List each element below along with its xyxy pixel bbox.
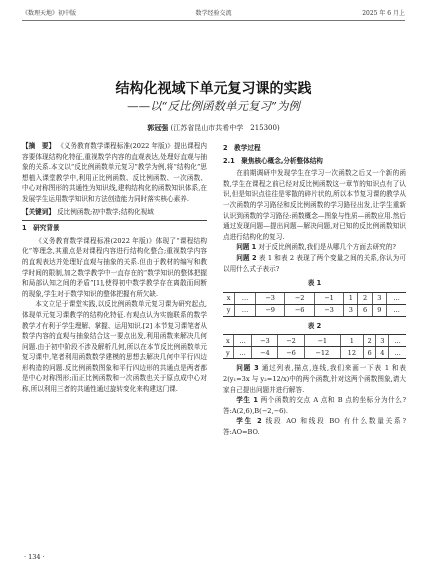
table-cell: 2 xyxy=(363,335,376,347)
table-cell: −1 xyxy=(314,292,343,304)
table-2-row-x xyxy=(223,335,406,347)
table-cell: x xyxy=(223,292,235,304)
table-cell: −3 xyxy=(252,335,278,347)
table-cell: … xyxy=(235,292,256,304)
right-column xyxy=(223,141,406,437)
author-name: 郭冠强 xyxy=(147,124,169,132)
question-3 xyxy=(223,363,406,395)
table-2 xyxy=(223,334,406,359)
student-1-label: 学生 1 xyxy=(236,396,258,405)
table-cell: 6 xyxy=(358,304,372,316)
student-2-label: 学生 2 xyxy=(236,417,262,426)
table-cell: −6 xyxy=(285,304,314,316)
student-2-text: 线段 AO 和线段 BO 有什么数量关系?答:AO=BO. xyxy=(223,417,406,436)
page-number: · 134 · xyxy=(24,553,45,561)
section-name: 数学经验交流 xyxy=(195,10,232,17)
section-1-paragraph-2: 本文立足于课堂实践,以反比例函数单元复习课为研究起点,体现单元复习课教学的结构化特征.有观点认为实施联系的数学教学才有利于学生理解、掌握、运用知识.[2] 本节复习课笔者从数学内容的直观与抽象结合这一要点出发,利用函数来解决几何问题.由于初中阶段不涉及解析几何,所以在本节反比例函数单元复习课中,笔者利用函数数学建模的思想去解决几何中平行四边形构造的问题.反比例函数图象和平行四边形的共通点是两者都是中心对称图形;而正比例函数和一次函数也关于原点成中心对称,所以利用三者的共通性通过旋转变化来构建这门课. xyxy=(22,300,207,394)
table-cell: −2 xyxy=(285,292,314,304)
table-cell: … xyxy=(386,292,406,304)
table-cell: 3 xyxy=(376,335,389,347)
author-line xyxy=(0,123,427,133)
keywords-label: 【关键词】 xyxy=(22,207,55,216)
question-2 xyxy=(223,253,406,274)
table-1-caption: 表 1 xyxy=(307,279,322,288)
abstract-text: 《义务教育数学课程标准(2022 年版)》提出课程内容要体现结构化特征,重视数学内容的直观表达,处理好直观与抽象的关系.本文以“反比例函数单元复习”教学为例,将“结构化”思想植入课堂教学中,利用正比例函数、反比例函数、一次函数、中心对称图形的共通性为知识线,建构结构化的函数知识体系,在发展学生运用数学知识和方法创造能力同时落实核心素养. xyxy=(22,142,207,203)
article-title: 结构化视域下单元复习课的实践 xyxy=(115,81,312,97)
table-cell: −12 xyxy=(304,347,340,359)
table-2-row-y xyxy=(223,347,406,359)
section-2-heading: 2 教学过程 xyxy=(223,144,261,152)
abstract xyxy=(22,141,207,205)
keywords xyxy=(22,207,207,218)
section-1-paragraph-1: 《义务教育数学课程标准(2022 年版)》体现了“课程结构化”等理念,其重点是对课程内容进行结构化整合;重视数学内容的直观表达并处理好直观与抽象的关系.但由于教材的编写和教学时间的限制,加之数学教学中一直存在的“数学知识的整体把握和局部认知之间的矛盾”[1],使得初中数学教学存在离散而间断的现象,学生对于数学知识的整体把握有所欠缺. xyxy=(22,236,207,298)
table-cell: −4 xyxy=(252,347,278,359)
keywords-text: 反比例函数;初中数学;结构化视域 xyxy=(57,207,154,216)
student-1 xyxy=(223,395,406,416)
table-cell: 3 xyxy=(344,304,358,316)
table-cell: −9 xyxy=(255,304,284,316)
table-2-caption: 表 2 xyxy=(307,321,322,330)
table-cell: 12 xyxy=(340,347,363,359)
table-cell: … xyxy=(389,335,406,347)
article-subtitle: ——以“反比例函数单元复习”为例 xyxy=(127,99,300,113)
question-3-label: 问题 3 xyxy=(236,364,259,373)
table-cell: −6 xyxy=(278,347,304,359)
left-column xyxy=(22,141,207,395)
table-cell: … xyxy=(233,347,252,359)
question-1 xyxy=(223,242,406,253)
table-cell: 9 xyxy=(372,304,386,316)
student-2 xyxy=(223,416,406,437)
table-cell: −2 xyxy=(278,335,304,347)
table-cell: 6 xyxy=(363,347,376,359)
question-3-text: 通过列表,描点,连线,我们来画一下表 1 和表 2(y₁=3x 与 y₂=12/x)中的两个函数,针对这两个函数图象,请大家自己提出问题并进行解答. xyxy=(223,364,406,394)
table-cell: … xyxy=(389,347,406,359)
table-cell: y xyxy=(223,304,235,316)
table-cell: 4 xyxy=(376,347,389,359)
table-1-row-x xyxy=(223,292,406,304)
section-2-paragraph: 在前期调研中发现学生在学习一次函数之后又一个新的函数,学生在课程之前已经对反比例函数这一章节的知识点有了认识,但是知识点往往是零散的碎片状的,所以本节复习课的教学从一次函数的学习路径和反比例函数的学习路径出发,让学生重新认识到函数的学习路径:函数概念—图象与性质—函数应用.然后通过发现问题—提出问题—解决问题,对已知的反比例函数知识点进行结构化的复习. xyxy=(223,169,406,241)
table-cell: −3 xyxy=(255,292,284,304)
table-cell: … xyxy=(386,304,406,316)
question-2-text: 表 1 和表 2 表现了两个变量之间的关系,你认为可以用什么式子表示? xyxy=(223,253,406,273)
question-2-label: 问题 2 xyxy=(236,253,257,262)
abstract-label: 【摘 要】 xyxy=(22,142,56,150)
table-cell: 3 xyxy=(372,292,386,304)
table-cell: … xyxy=(235,304,256,316)
abstract-rule xyxy=(22,220,207,221)
table-cell: … xyxy=(233,335,252,347)
table-1 xyxy=(223,292,406,317)
section-2-1-heading: 2.1 聚焦核心概念,分析整体结构 xyxy=(223,156,323,165)
table-cell: −1 xyxy=(304,335,340,347)
table-cell: 2 xyxy=(358,292,372,304)
journal-name: 《数理天地》初中版 xyxy=(22,10,77,17)
table-cell: 1 xyxy=(340,335,363,347)
table-cell: y xyxy=(223,347,233,359)
table-cell: x xyxy=(223,335,233,347)
issue-date: 2025 年 6 月上 xyxy=(362,10,405,17)
author-affiliation: (江苏省昆山市共希中学 215300) xyxy=(170,124,280,132)
table-1-row-y xyxy=(223,304,406,316)
table-cell: −3 xyxy=(314,304,343,316)
question-1-label: 问题 1 xyxy=(236,243,257,252)
header-rule xyxy=(22,20,405,21)
section-1-heading: 1 研究背景 xyxy=(22,224,60,233)
table-cell: 1 xyxy=(344,292,358,304)
student-1-text: 两个函数的交点 A 点和 B 点的坐标分为什么?答:A(2,6),B(−2,−6). xyxy=(223,396,406,415)
question-1-text: 对于反比例函数,我们是从哪几个方面去研究的? xyxy=(258,243,396,252)
